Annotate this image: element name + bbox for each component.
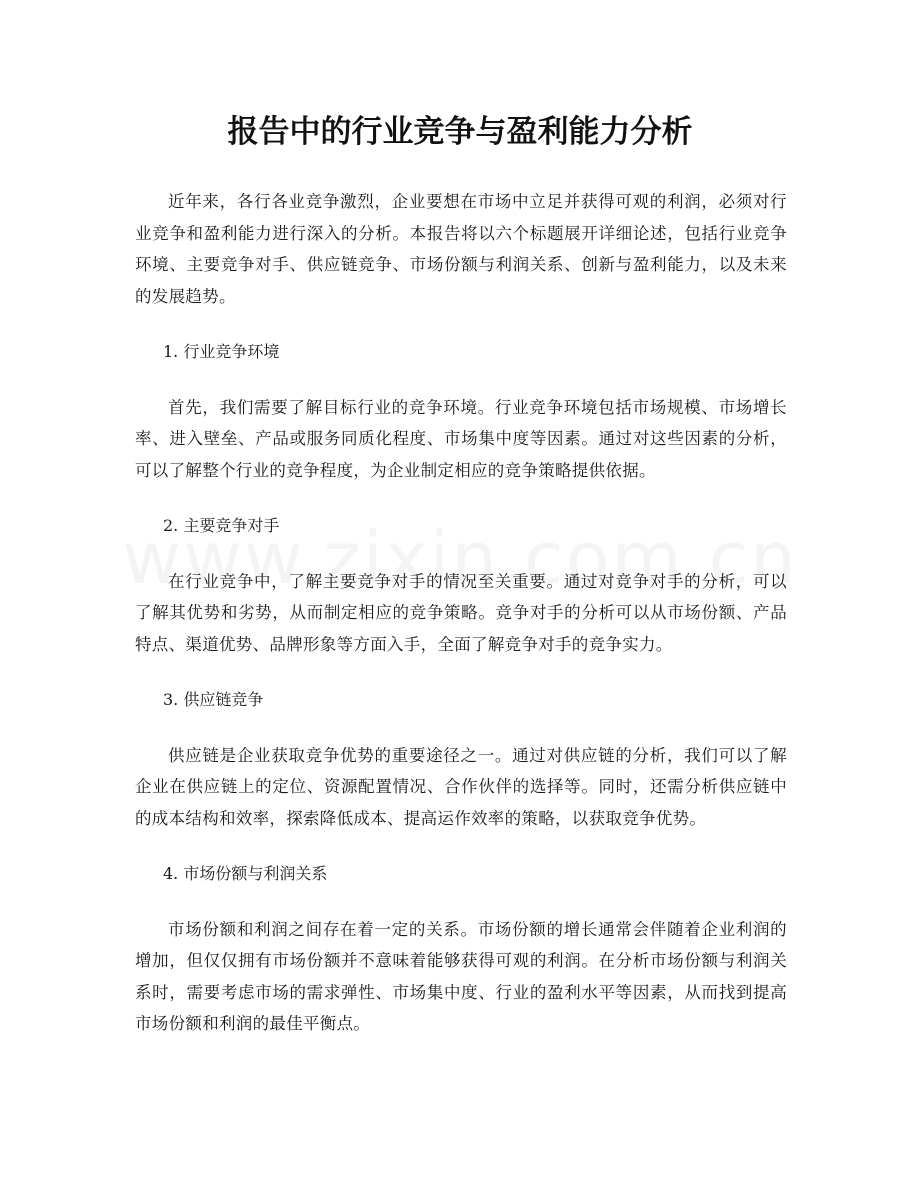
page-title: 报告中的行业竞争与盈利能力分析	[227, 114, 693, 150]
section-heading-3: 3. 供应链竞争	[163, 690, 264, 709]
section-body-2: 在行业竞争中，了解主要竞争对手的情况至关重要。通过对竞争对手的分析，可以了解其优势和劣势，从而制定相应的竞争策略。竞争对手的分析可以从市场份额、产品特点、渠道优势、品牌形象等方面入手，全面了解竞争对手的竞争实力。	[135, 571, 787, 654]
section-body-3: 供应链是企业获取竞争优势的重要途径之一。通过对供应链的分析，我们可以了解企业在供应链上的定位、资源配置情况、合作伙伴的选择等。同时，还需分析供应链中的成本结构和效率，探索降低成本、提高运作效率的策略，以获取竞争优势。	[135, 745, 787, 828]
section-body-1: 首先，我们需要了解目标行业的竞争环境。行业竞争环境包括市场规模、市场增长率、进入壁垒、产品或服务同质化程度、市场集中度等因素。通过对这些因素的分析，可以了解整个行业的竞争程度，为企业制定相应的竞争策略提供依据。	[135, 397, 787, 480]
section-body-4: 市场份额和利润之间存在着一定的关系。市场份额的增长通常会伴随着企业利润的增加，但仅仅拥有市场份额并不意味着能够获得可观的利润。在分析市场份额与利润关系时，需要考虑市场的需求弹性、市场集中度、行业的盈利水平等因素，从而找到提高市场份额和利润的最佳平衡点。	[135, 919, 787, 1033]
section-heading-4: 4. 市场份额与利润关系	[163, 864, 328, 883]
document-body	[135, 186, 787, 1064]
section-heading-2: 2. 主要竞争对手	[163, 516, 280, 535]
intro-paragraph: 近年来，各行各业竞争激烈，企业要想在市场中立足并获得可观的利润，必须对行业竞争和盈利能力进行深入的分析。本报告将以六个标题展开详细论述，包括行业竞争环境、主要竞争对手、供应链竞争、市场份额与利润关系、创新与盈利能力，以及未来的发展趋势。	[135, 192, 787, 306]
section-heading-1: 1. 行业竞争环境	[163, 342, 280, 361]
